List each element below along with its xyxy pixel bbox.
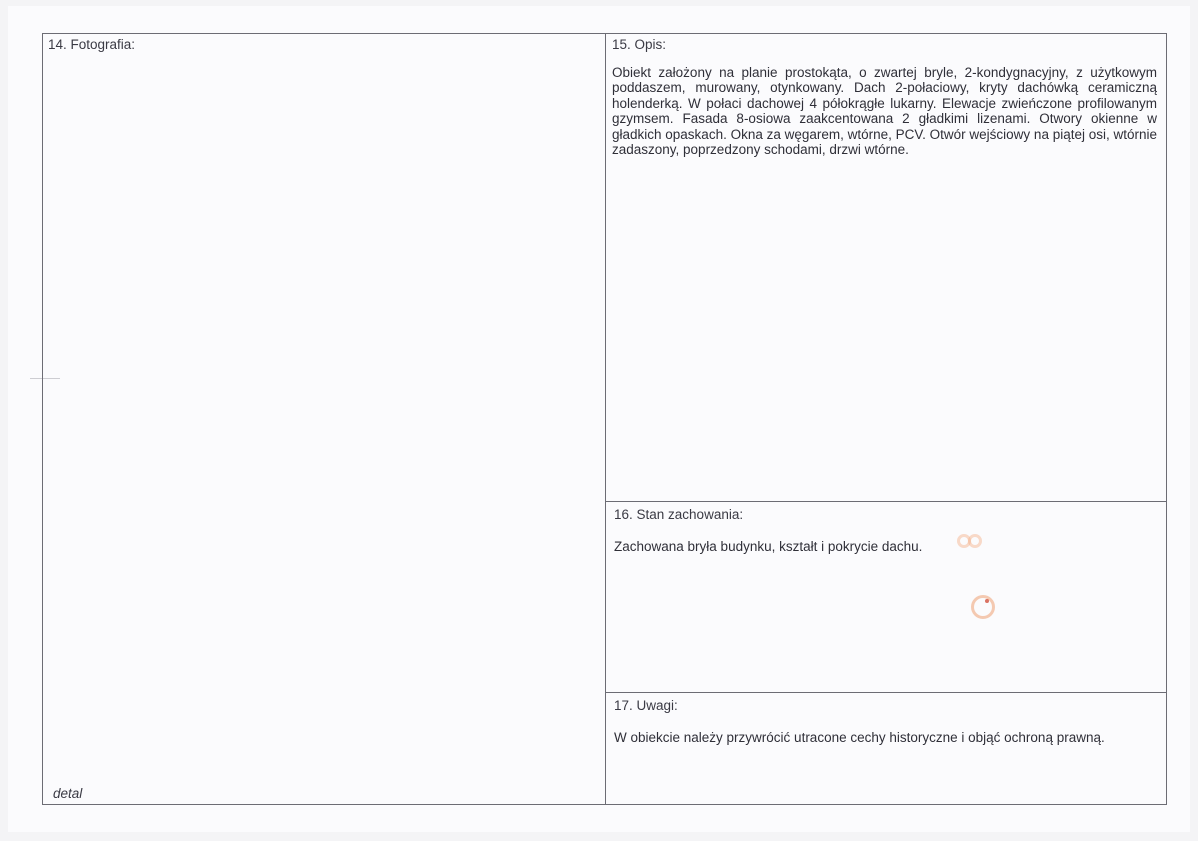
condition-cell <box>606 502 1166 693</box>
photo-caption: detal <box>53 786 83 801</box>
document-sheet <box>8 6 1190 832</box>
remarks-text: W obiekcie należy przywrócić utracone cechy historyczne i objąć ochroną prawną. <box>614 730 1105 745</box>
description-text: Obiekt założony na planie prostokąta, o zwartej bryle, 2-kondygnacyjny, z użytkowym poddaszem, murowany, otynkowany. Dach 2-połaciowy, kryty dachówką ceramiczną holenderką. W połaci dachowej 4 półokrągłe lukarny. Elewacje zwieńczone profilowanym gzymsem. Fasada 8-osiowa zaakcentowana 2 gładkimi lizenami. Otwory okienne w gładkich opaskach. Okna za węgarem, wtórne, PCV. Otwór wejściowy na piątej osi, wtórnie zadaszony, poprzedzony schodami, drzwi wtórne. <box>612 65 1158 158</box>
description-cell <box>606 34 1166 502</box>
condition-section-label: 16. Stan zachowania: <box>614 507 744 522</box>
description-section-label: 15. Opis: <box>612 37 667 52</box>
condition-text: Zachowana bryła budynku, kształt i pokrycie dachu. <box>614 539 923 554</box>
form-table <box>42 33 1167 805</box>
remarks-section-label: 17. Uwagi: <box>614 698 678 713</box>
right-column <box>606 34 1166 804</box>
photo-cell <box>43 34 606 804</box>
remarks-cell <box>606 693 1166 804</box>
photo-section-label: 14. Fotografia: <box>48 37 136 52</box>
